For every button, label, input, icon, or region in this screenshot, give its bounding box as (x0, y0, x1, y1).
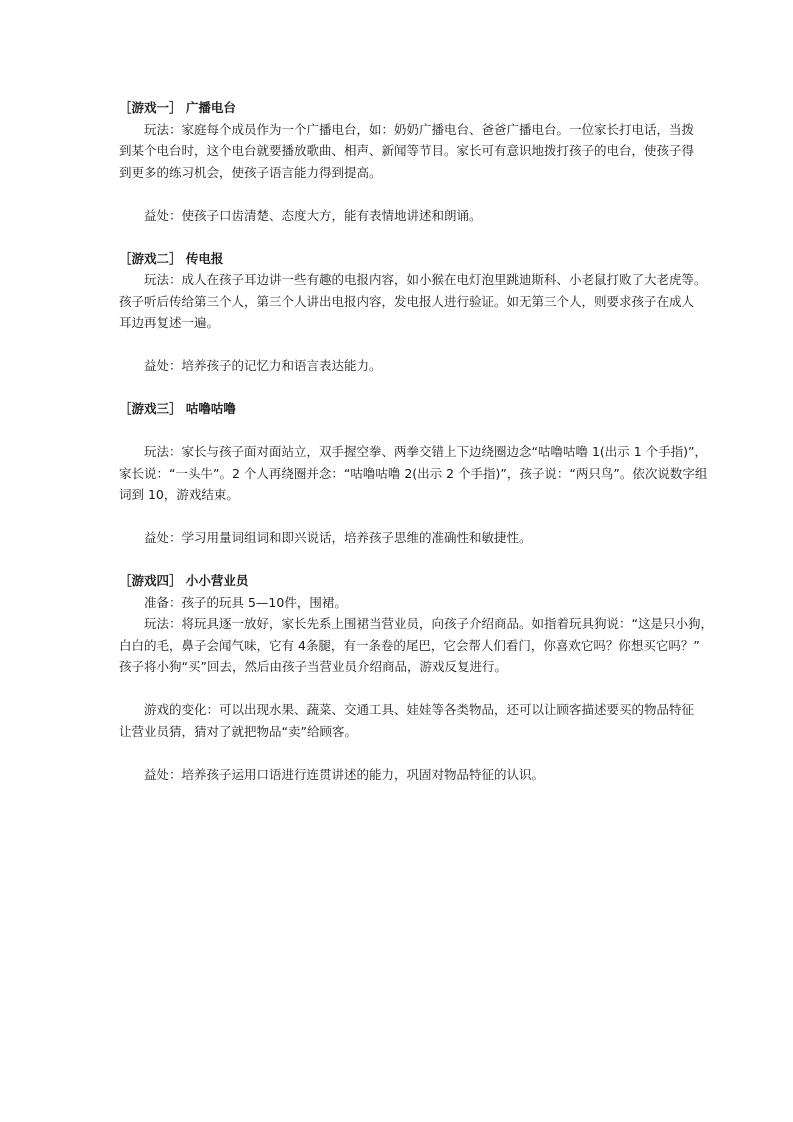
game3-benefit: 益处：学习用量词组词和即兴说话，培养孩子思维的准确性和敏捷性。 (144, 530, 532, 545)
game1-title: ［游戏一］ 广播电台 (119, 100, 236, 115)
game1-play-paragraph (119, 119, 695, 184)
game4-variation-line: 让营业员猜，猜对了就把物品“卖”给顾客。 (119, 723, 357, 739)
game4-benefit: 益处：培养孩子运用口语进行连贯讲述的能力，巩固对物品特征的认识。 (144, 766, 545, 782)
document-body (119, 97, 713, 785)
game2-benefit: 益处：培养孩子的记忆力和语言表达能力。 (144, 358, 382, 373)
game2-title: ［游戏二］ 传电报 (119, 250, 224, 266)
game1-play-line: 玩法：家庭每个成员作为一个广播电台，如：奶奶广播电台、爸爸广播电台。一位家长打电话，当拨 (144, 121, 695, 137)
game4-play-line: 孩子将小狗“买”回去，然后由孩子当营业员介绍商品，游戏反复进行。 (119, 659, 507, 674)
game3-play-paragraph (119, 441, 708, 506)
game1-play-line: 到更多的练习机会，使孩子语言能力得到提高。 (119, 164, 382, 180)
game4-play-line: 白白的毛，鼻子会闻气味，它有 4条腿，有一条卷的尾巴，它会帮人们看门，你喜欢它吗？你想买它吗？” (119, 637, 700, 653)
game3-play-line: 词到 10，游戏结束。 (119, 487, 239, 502)
game1-play-line: 到某个电台时，这个电台就要播放歌曲、相声、新闻等节目。家长可有意识地拨打孩子的电台，使孩子得 (119, 143, 695, 158)
game3-play-line: 玩法：家长与孩子面对面站立，双手握空拳、两拳交错上下边绕圈边念“咕噜咕噜 1(出示 1 个手指)”， (144, 444, 708, 459)
game2-play-line: 耳边再复述一遍。 (119, 315, 220, 330)
game4-prep: 准备：孩子的玩具 5—10件，围裙。 (144, 594, 347, 610)
game4-play-line: 玩法：将玩具逐一放好，家长先系上围裙当营业员，向孩子介绍商品。如指着玩具狗说：“这是只小狗， (144, 616, 713, 631)
game4-play-paragraph (119, 613, 713, 678)
game3-title: ［游戏三］ 咕噜咕噜 (119, 401, 236, 416)
game2-play-line: 玩法：成人在孩子耳边讲一些有趣的电报内容，如小猴在电灯泡里跳迪斯科、小老鼠打败了大老虎等。 (144, 272, 707, 287)
game2-play-paragraph (119, 269, 707, 334)
game4-title: ［游戏四］ 小小营业员 (119, 573, 249, 588)
game1-benefit: 益处：使孩子口齿清楚、态度大方，能有表情地讲述和朗诵。 (144, 207, 482, 223)
game4-variation-line: 游戏的变化：可以出现水果、蔬菜、交通工具、娃娃等各类物品，还可以让顾客描述要买的物品特征 (144, 702, 695, 717)
game4-variation-paragraph (119, 699, 695, 742)
game3-play-line: 家长说：“一头牛”。2 个人再绕圈并念：“咕噜咕噜 2(出示 2 个手指)”，孩子说：“两只鸟”。依次说数字组 (119, 465, 708, 481)
game2-play-line: 孩子听后传给第三个人，第三个人讲出电报内容，发电报人进行验证。如无第三个人，则要求孩子在成人 (119, 293, 695, 309)
